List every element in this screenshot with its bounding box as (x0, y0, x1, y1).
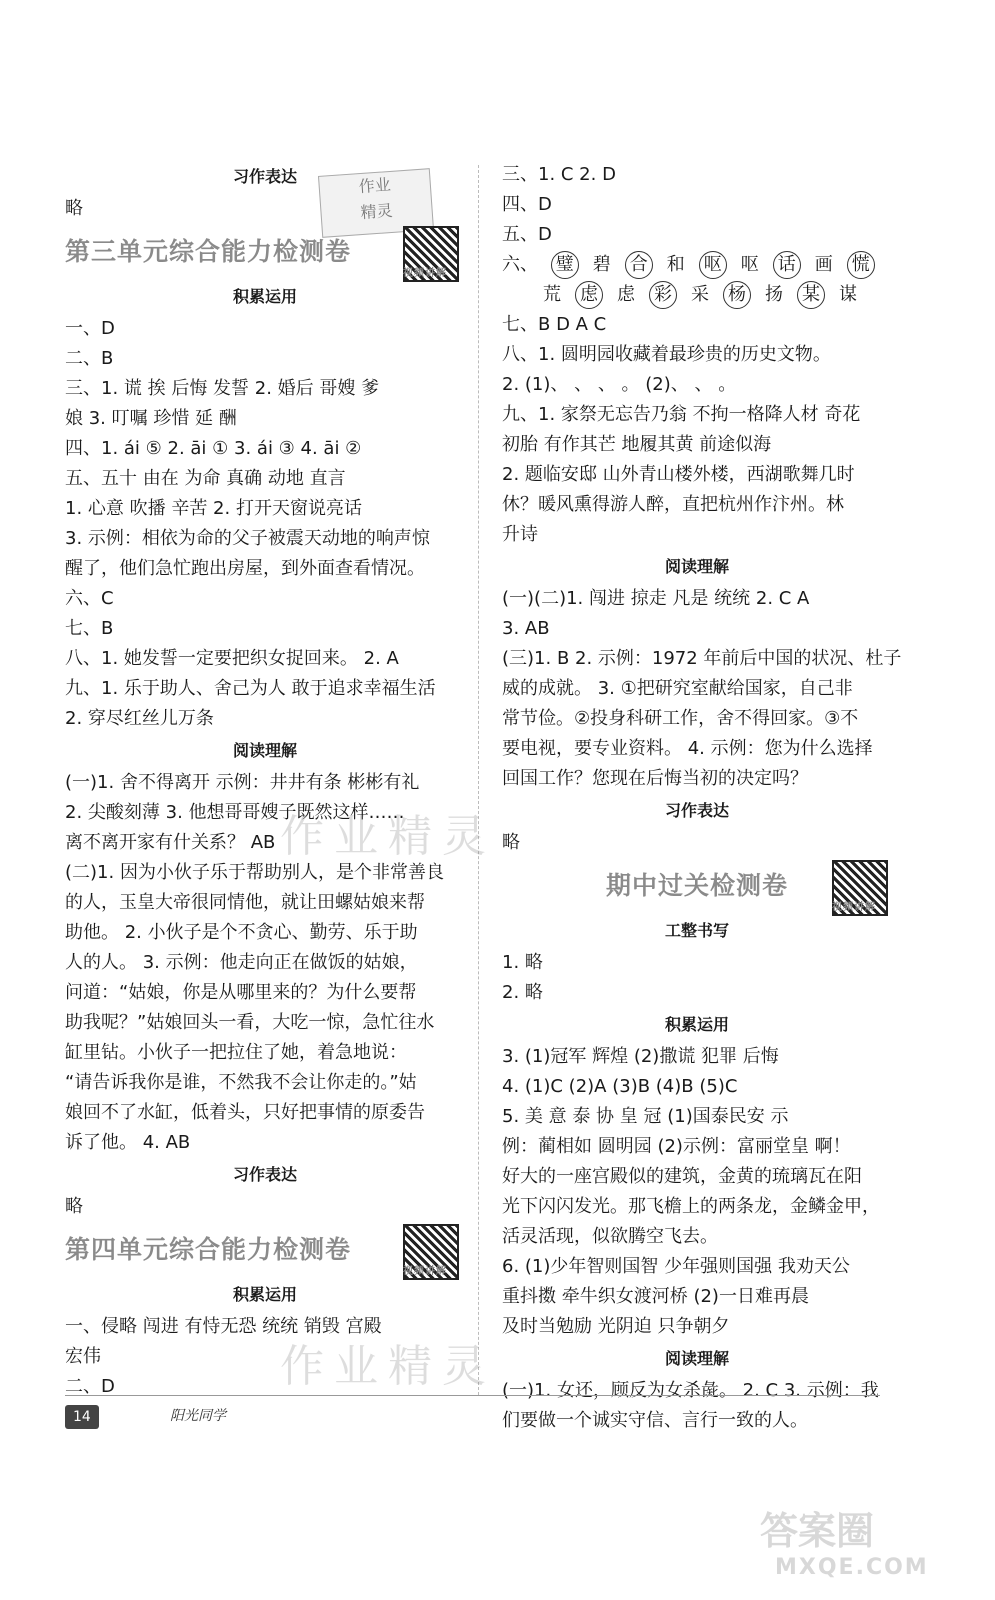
answer-line: 2. 略 (502, 982, 543, 1003)
answer-line: 略 (65, 1196, 83, 1217)
answer-line: 2. 穿尽红丝儿万条 (65, 708, 214, 729)
circled-char: 璧 (551, 251, 579, 279)
answer-line: 八、1. 圆明园收藏着最珍贵的历史文物。 (502, 344, 831, 365)
answer-line: 的人，玉皇大帝很同情他，就让田螺姑娘来帮 (65, 892, 425, 913)
answer-line: 缸里钻。小伙子一把拉住了她，着急地说： (65, 1042, 407, 1063)
answer-list (502, 1376, 892, 1436)
answer-line: 回国工作？您现在后悔当初的决定吗？ (502, 768, 808, 789)
answer-line: 6. (1)少年智则国智 少年强则国强 我劝天公 (502, 1256, 850, 1277)
answer-line: 们要做一个诚实守信、言行一致的人。 (502, 1410, 808, 1431)
unit-title: 期中过关检测卷 视频讲解 (502, 858, 892, 914)
answer-line: 三、1. C 2. D (502, 164, 616, 185)
circled-char: 彩 (649, 281, 677, 309)
section-heading: 积累运用 (664, 1015, 729, 1034)
watermark-stamp: 作业 精灵 (318, 168, 434, 238)
answer-line: 助他。 2. 小伙子是个不贪心、勤劳、乐于助 (65, 922, 418, 943)
answer-line: 略 (502, 832, 520, 853)
char: 荒 (543, 284, 561, 305)
answer-line: 娘回不了水缸，低着头，只好把事情的原委告 (65, 1102, 425, 1123)
answer-line: 常节俭。②投身科研工作，舍不得回家。③不 (502, 708, 859, 729)
answer-line: (一)(二)1. 闯进 掠走 凡是 统统 2. C A (502, 588, 810, 609)
unit-title: 第四单元综合能力检测卷 视频讲解 (65, 1222, 465, 1278)
answer-line: 3. (1)冠军 辉煌 (2)撒谎 犯罪 后悔 (502, 1046, 779, 1067)
right-column (502, 160, 902, 1436)
char-row: 六、 璧 碧 合 和 呕 呕 话 画 慌 (502, 250, 892, 280)
answer-line: 二、D (65, 1376, 115, 1397)
answer-line: 4. (1)C (2)A (3)B (4)B (5)C (502, 1076, 738, 1097)
answer-line: 1. 心意 吹播 辛苦 2. 打开天窗说亮话 (65, 498, 362, 519)
answer-line: 初胎 有作其芒 地履其黄 前途似海 (502, 434, 772, 455)
answer-line: 醒了，他们急忙跑出房屋，到外面查看情况。 (65, 558, 425, 579)
section-heading: 阅读理解 (664, 1349, 729, 1368)
answer-line: 七、B D A C (502, 314, 607, 335)
corner-logo-url: MXQE.COM (775, 1555, 929, 1580)
char: 画 (814, 254, 833, 275)
column-divider (478, 165, 479, 1395)
brand-logo: 阳光同学 (170, 1408, 226, 1424)
circled-char: 话 (773, 251, 801, 279)
answer-line: 九、1. 乐于助人、舍己为人 敢于追求幸福生活 (65, 678, 436, 699)
qr-caption: 视频讲解 (403, 268, 447, 279)
section-heading: 积累运用 (232, 1285, 297, 1304)
char: 虑 (617, 284, 635, 305)
circled-char: 呕 (699, 251, 727, 279)
answer-line: 二、B (65, 348, 114, 369)
answer-list (502, 584, 902, 794)
answer-line: 例：蔺相如 圆明园 (2)示例：富丽堂皇 啊！ (502, 1136, 851, 1157)
answer-line: (二)1. 因为小伙子乐于帮助别人，是个非常善良 (65, 862, 444, 883)
section-heading: 习作表达 (664, 801, 729, 820)
section-heading: 积累运用 (232, 287, 297, 306)
answer-line: 九、1. 家祭无忘告乃翁 不拘一格降人材 奇花 (502, 404, 861, 425)
qr-caption: 视频讲解 (832, 902, 876, 913)
section-heading: 习作表达 (232, 1165, 297, 1184)
answer-line: 三、1. 谎 挨 后悔 发誓 2. 婚后 哥嫂 爹 (65, 378, 380, 399)
answer-line: (三)1. B 2. 示例：1972 年前后中国的状况、杜子 (502, 648, 902, 669)
answer-line: 宏伟 (65, 1346, 101, 1367)
section-heading: 工整书写 (664, 921, 729, 940)
watermark-text: 作业精灵 (280, 811, 496, 862)
char: 呕 (740, 254, 759, 275)
answer-line: 2. (1)、 、 、 。 (2)、 、 。 (502, 374, 737, 395)
section-heading: 阅读理解 (232, 741, 297, 760)
circled-char: 某 (797, 281, 825, 309)
answer-line: 5. 美 意 泰 协 皇 冠 (1)国泰民安 示 (502, 1106, 789, 1127)
answer-line: 四、D (502, 194, 552, 215)
qr-caption: 视频讲解 (403, 1266, 447, 1277)
circled-char: 杨 (723, 281, 751, 309)
answer-line: 八、1. 她发誓一定要把织女捉回来。 2. A (65, 648, 399, 669)
answer-line: 五、五十 由在 为命 真确 动地 直言 (65, 468, 346, 489)
answer-line: 略 (65, 198, 83, 219)
answer-line: “请告诉我你是谁，不然我不会让你走的。”姑 (65, 1072, 417, 1093)
char: 谋 (839, 284, 857, 305)
section-heading: 阅读理解 (664, 557, 729, 576)
answer-line: 助我呢？”姑娘回头一看，大吃一惊，急忙往水 (65, 1012, 435, 1033)
circled-char: 合 (625, 251, 653, 279)
answer-line: 3. 示例：相依为命的父子被震天动地的响声惊 (65, 528, 430, 549)
page-number: 14 (65, 1405, 99, 1429)
answer-line: 诉了他。 4. AB (65, 1132, 191, 1153)
answer-line: 重抖擞 牵牛织女渡河桥 (2)一日难再晨 (502, 1286, 809, 1307)
answer-line: 一、D (65, 318, 115, 339)
answer-line: 好大的一座宫殿似的建筑，金黄的琉璃瓦在阳 (502, 1166, 862, 1187)
answer-line: 五、D (502, 224, 552, 245)
unit-title: 第三单元综合能力检测卷 视频讲解 (65, 224, 465, 280)
answer-line: 四、1. ái ⑤ 2. āi ① 3. ái ③ 4. āi ② (65, 438, 362, 459)
answer-list (502, 310, 892, 550)
answer-list (502, 948, 892, 1008)
answer-line: 光下闪闪发光。那飞檐上的两条龙，金鳞金甲， (502, 1196, 880, 1217)
answer-line: 七、B (65, 618, 114, 639)
char: 碧 (592, 254, 611, 275)
answer-line: 离不离开家有什关系？ AB (65, 832, 276, 853)
char: 和 (666, 254, 685, 275)
left-column (65, 160, 465, 1402)
answer-line: 娘 3. 叮嘱 珍惜 延 酬 (65, 408, 237, 429)
answer-line: 六、C (65, 588, 114, 609)
answer-line: 要电视，要专业资料。 4. 示例：您为什么选择 (502, 738, 873, 759)
circled-char: 慌 (847, 251, 875, 279)
answer-line: 问道：“姑娘，你是从哪里来的？为什么要帮 (65, 982, 417, 1003)
answer-line: 升诗 (502, 524, 538, 545)
answer-line: 1. 略 (502, 952, 543, 973)
watermark-text: 作业精灵 (280, 1341, 496, 1392)
answer-line: 休？暖风熏得游人醉，直把杭州作汴州。林 (502, 494, 844, 515)
answer-line: (一)1. 舍不得离开 示例：井井有条 彬彬有礼 (65, 772, 420, 793)
section-heading: 习作表达 (232, 167, 297, 186)
answer-line: 2. 尖酸刻薄 3. 他想哥哥嫂子既然这样…… (65, 802, 405, 823)
answer-line: 活灵活现，似欲腾空飞去。 (502, 1226, 718, 1247)
char: 采 (691, 284, 709, 305)
answer-line: 2. 题临安邸 山外青山楼外楼，西湖歌舞几时 (502, 464, 855, 485)
answer-line: 3. AB (502, 618, 550, 639)
char: 扬 (765, 284, 783, 305)
char-row (502, 280, 892, 310)
corner-logo: 答案圈 (760, 1509, 875, 1553)
answer-list (502, 160, 892, 250)
circled-char: 虑 (575, 281, 603, 309)
answer-line: 人的人。 3. 示例：他走向正在做饭的姑娘， (65, 952, 418, 973)
answer-list (65, 314, 465, 734)
answer-line: 一、侵略 闯进 有恃无恐 统统 销毁 宫殿 (65, 1316, 382, 1337)
footer-rule (65, 1395, 880, 1396)
answer-line: 及时当勉励 光阴迫 只争朝夕 (502, 1316, 730, 1337)
answer-line: (一)1. 女还，顾反为女杀彘。 2. C 3. 示例：我 (502, 1380, 879, 1401)
answer-list (502, 1042, 892, 1342)
answer-line: 威的成就。 3. ①把研究室献给国家，自己非 (502, 678, 853, 699)
